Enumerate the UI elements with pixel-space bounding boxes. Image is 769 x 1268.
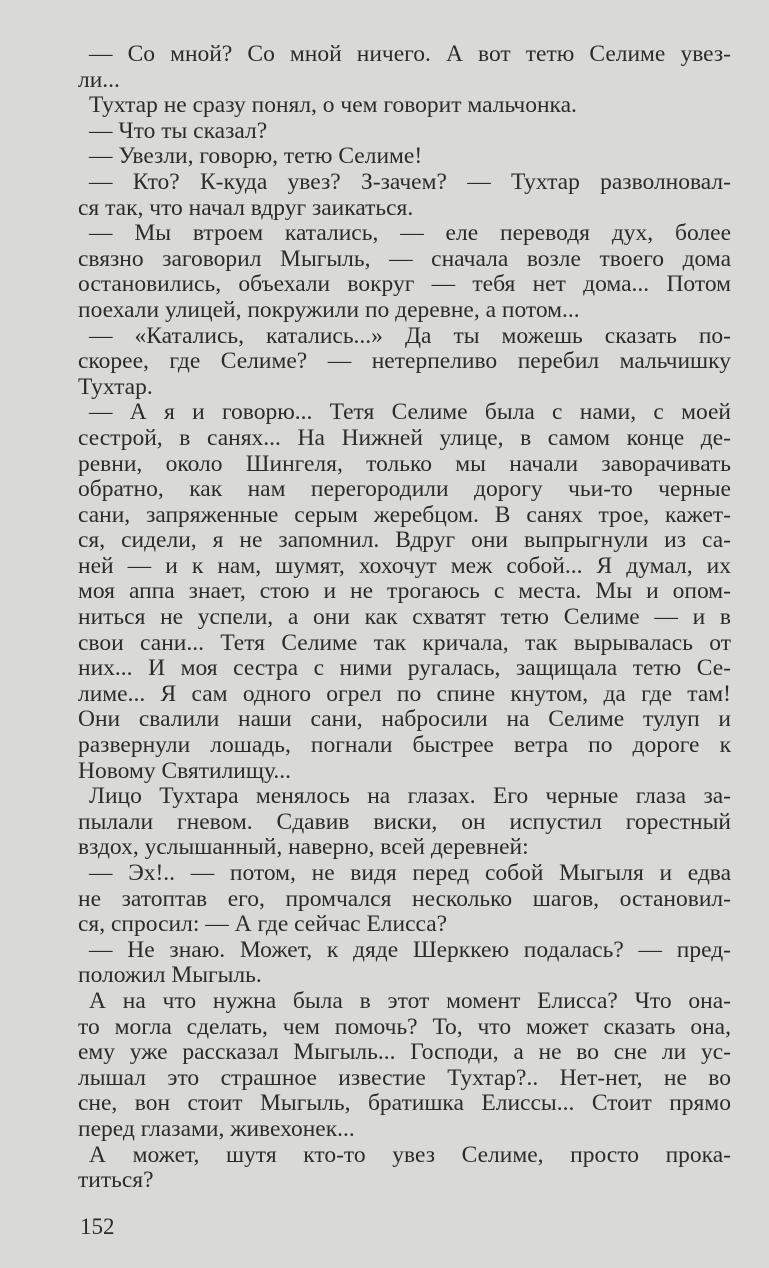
text-line: лышал это страшное известие Тухтар?.. Нет-нет, не во bbox=[78, 1064, 731, 1091]
text-line: ли... bbox=[78, 66, 120, 93]
text-line: связно заговорил Мыгыль, — сначала возле твоего дома bbox=[78, 245, 731, 272]
text-line: ся, спросил: — А где сейчас Елисса? bbox=[78, 911, 448, 938]
text-line: ему уже рассказал Мыгыль... Господи, а не во сне ли ус- bbox=[78, 1039, 731, 1066]
text-line: сестрой, в санях... На Нижней улице, в самом конце де- bbox=[78, 424, 731, 451]
text-line: то могла сделать, чем помочь? То, что может сказать она, bbox=[78, 1013, 731, 1040]
text-line: поехали улицей, покружили по деревне, а потом... bbox=[78, 296, 580, 323]
text-line: — А я и говорю... Тетя Селиме была с нами, с моей bbox=[89, 399, 731, 426]
text-line: А на что нужна была в этот момент Елисса? Что она- bbox=[89, 987, 731, 1014]
text-line: скорее, где Селиме? — нетерпеливо перебил мальчишку bbox=[78, 348, 731, 375]
text-line: лиме... Я сам одного огрел по спине кнутом, да где там! bbox=[78, 680, 731, 707]
text-line: Они свалили наши сани, набросили на Селиме тулуп и bbox=[78, 706, 731, 733]
text-line: — Не знаю. Может, к дяде Шерккею подалась? — пред- bbox=[89, 936, 731, 963]
text-line: — Увезли, говорю, тетю Селиме! bbox=[89, 143, 423, 170]
page-number: 152 bbox=[80, 1214, 115, 1239]
book-page-text bbox=[78, 42, 731, 1194]
text-line: ся так, что начал вдруг заикаться. bbox=[78, 194, 414, 221]
text-line: титься? bbox=[78, 1167, 154, 1194]
text-line: сани, запряженные серым жеребцом. В санях трое, кажет- bbox=[78, 501, 731, 528]
text-line: ся, сидели, я не запомнил. Вдруг они выпрыгнули из са- bbox=[78, 527, 731, 554]
text-line: Тухтар. bbox=[78, 373, 153, 400]
text-line: ней — и к нам, шумят, хохочут меж собой... Я думал, их bbox=[78, 552, 731, 579]
text-line: Тухтар не сразу понял, о чем говорит мальчонка. bbox=[89, 92, 577, 119]
text-line: остановились, объехали вокруг — тебя нет дома... Потом bbox=[78, 271, 731, 298]
text-line: — Кто? К-куда увез? З-зачем? — Тухтар разволновал- bbox=[89, 168, 731, 195]
text-line: Лицо Тухтара менялось на глазах. Его черные глаза за- bbox=[89, 783, 731, 810]
text-line: — Что ты сказал? bbox=[89, 117, 268, 144]
text-line: развернули лошадь, погнали быстрее ветра по дороге к bbox=[78, 732, 731, 759]
text-line: положил Мыгыль. bbox=[78, 962, 262, 989]
text-line: — Мы втроем катались, — еле переводя дух, более bbox=[89, 220, 731, 247]
text-line: обратно, как нам перегородили дорогу чьи-то черные bbox=[78, 476, 731, 503]
text-line: перед глазами, живехонек... bbox=[78, 1115, 355, 1142]
text-line: А может, шутя кто-то увез Селиме, просто прока- bbox=[89, 1141, 731, 1168]
text-line: моя аппа знает, стою и не трогаюсь с места. Мы и опом- bbox=[78, 578, 731, 605]
text-line: вздох, услышанный, наверно, всей деревней: bbox=[78, 834, 529, 861]
text-line: ревни, около Шингеля, только мы начали заворачивать bbox=[78, 450, 731, 477]
text-line: Новому Святилищу... bbox=[78, 757, 291, 784]
text-line: пылали гневом. Сдавив виски, он испустил горестный bbox=[78, 808, 731, 835]
text-line: — «Катались, катались...» Да ты можешь сказать по- bbox=[89, 322, 731, 349]
text-line: — Со мной? Со мной ничего. А вот тетю Селиме увез- bbox=[89, 41, 731, 67]
text-line: них... И моя сестра с ними ругалась, защищала тетю Се- bbox=[78, 655, 731, 682]
text-line: — Эх!.. — потом, не видя перед собой Мыгыля и едва bbox=[89, 860, 731, 886]
text-line: не затоптав его, промчался несколько шагов, остановил- bbox=[78, 885, 731, 912]
text-line: ниться не успели, а они как схватят тетю Селиме — и в bbox=[78, 604, 731, 631]
text-line: свои сани... Тетя Селиме так кричала, так вырывалась от bbox=[78, 629, 731, 656]
text-line: сне, вон стоит Мыгыль, братишка Елиссы... Стоит прямо bbox=[78, 1090, 731, 1117]
